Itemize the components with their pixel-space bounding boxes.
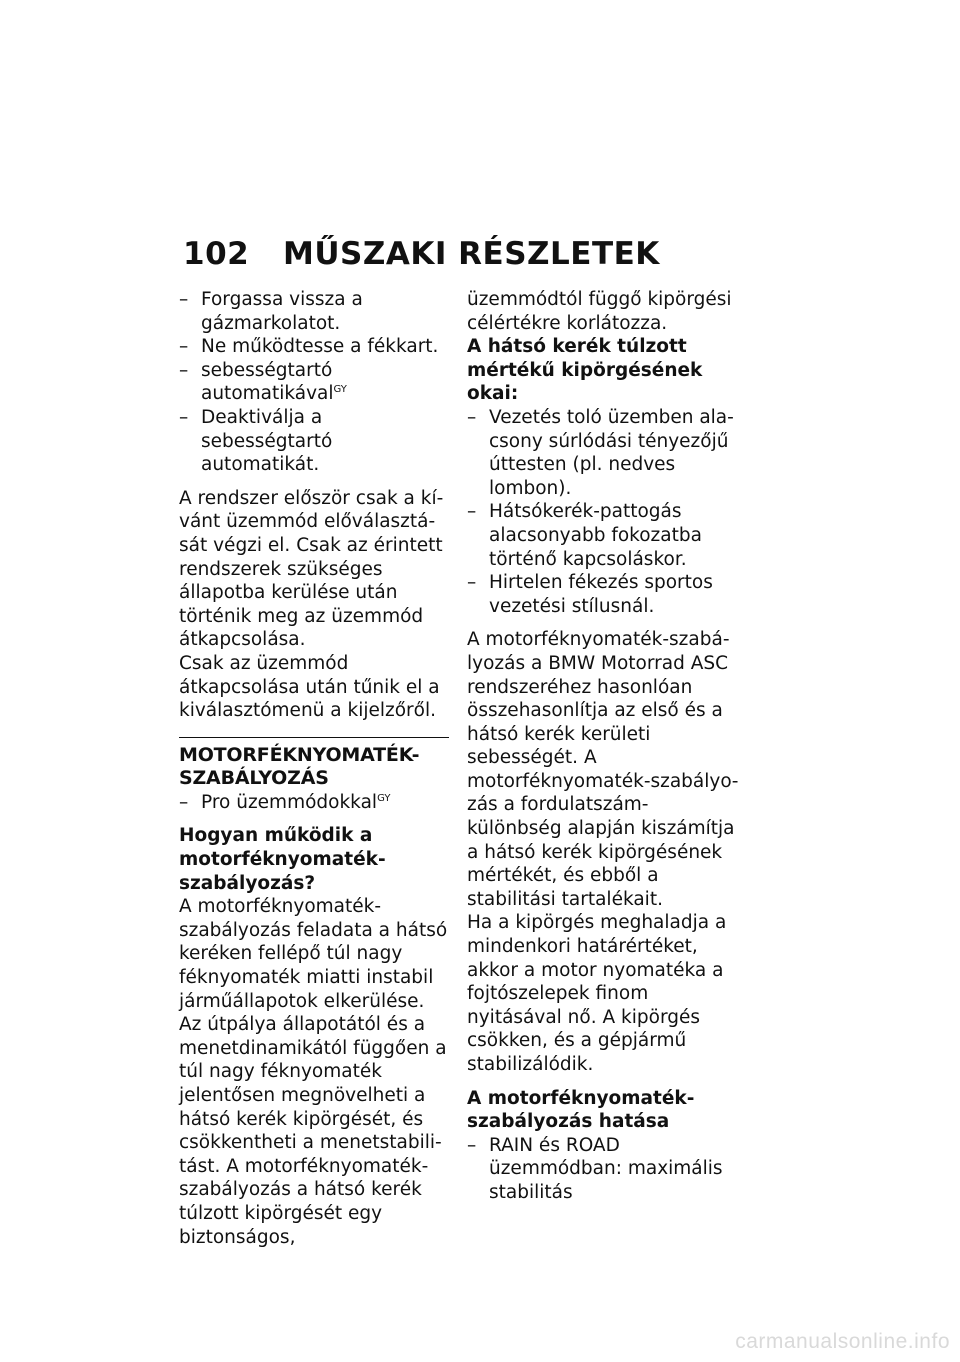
subheading: A hátsó kerék túlzott mértékű kipörgésének okai:	[467, 336, 703, 405]
paragraph: A motorféknyomaték-szabályozás feladata a hátsó keréken fellépő túl nagy féknyomaték miatti instabil járműállapotok elkerülése. Az útpálya állapotától és a menetdinamikától függően a túl nagy féknyomaték jelentősen megnövelheti a hátsó kerék kipörgését, és csökkentheti a menetstabilitást. A motorféknyomaték-szabályozás a hátsó kerék túlzott kipörgését egy biztonságos,	[179, 896, 448, 1248]
list-item	[467, 571, 739, 618]
left-column	[179, 288, 449, 1249]
paragraph: A rendszer először csak a kívánt üzemmód előválasztását végzi el. Csak az érintett rendszerek szükséges állapotba kerülése után történik meg az üzemmód átkapcsolása.	[179, 487, 444, 651]
list-item	[179, 359, 449, 406]
bullet-dash: –	[179, 289, 189, 310]
list-item	[179, 406, 449, 477]
list-item-text: sebességtartó automatikával	[201, 359, 334, 405]
bullet-dash: –	[467, 406, 477, 428]
list-item	[179, 288, 449, 335]
list-item-text: Vezetés toló üzemben alacsony súrlódási tényezőjű úttesten (pl. nedves lombon).	[489, 406, 734, 499]
list-item-text: Ne működtesse a fékkart.	[201, 336, 439, 358]
subheading: A motorféknyomaték-szabályozás hatása	[467, 1087, 695, 1133]
bullet-dash: –	[179, 336, 189, 358]
page-header	[183, 236, 743, 286]
paragraph: Csak az üzemmód átkapcsolása után tűnik el a kiválasztómenü a kijelzőről.	[179, 652, 440, 722]
paragraph: üzemmódtól függő kipörgési célértékre korlátozza.	[467, 289, 732, 334]
list-item-text: Hátsókerék-pattogás alacsonyabb fokozatba történő kapcsoláskor.	[489, 501, 702, 570]
list-item	[179, 791, 449, 815]
list-item	[467, 1134, 739, 1205]
bullet-dash: –	[179, 359, 189, 381]
bullet-dash: –	[467, 501, 477, 523]
bullet-dash: –	[467, 572, 477, 594]
watermark: carmanualsonline.info	[735, 1330, 950, 1353]
section-heading: MOTORFÉKNYOMATÉK-SZABÁLYOZÁS	[179, 737, 449, 791]
list-item	[467, 406, 739, 500]
list-item-text: Pro üzemmódokkal	[201, 791, 378, 813]
list-item-text: RAIN és ROAD üzemmódban: maximális stabilitás	[489, 1134, 723, 1203]
list-item	[179, 335, 449, 359]
list-item-text: Deaktiválja a sebességtartó automatikát.	[201, 406, 333, 476]
list-item-text: Hirtelen fékezés sportos vezetési stílusnál.	[489, 572, 713, 617]
bullet-dash: –	[467, 1134, 477, 1156]
country-superscript: GY	[333, 384, 347, 396]
bullet-dash: –	[179, 406, 189, 428]
bullet-dash: –	[179, 791, 189, 813]
page-title: MŰSZAKI RÉSZLETEK	[283, 236, 660, 272]
list-item	[467, 500, 739, 571]
page-number: 102	[183, 236, 250, 272]
paragraph: Ha a kipörgés meghaladja a mindenkori határértéket, akkor a motor nyomatéka a fojtószelepek finom nyitásával nő. A kipörgés csökken, és a gépjármű stabilizálódik.	[467, 912, 727, 1075]
paragraph: A motorféknyomaték-szabályozás a BMW Motorrad ASC rendszeréhez hasonlóan összehasonlítja az első és a hátsó kerék kerületi sebességét. A motorféknyomaték-szabályozás a fordulatszám-különbség alapján kiszámítja a hátsó kerék kipörgésének mértékét, és ebből a stabilitási tartalékait.	[467, 629, 739, 910]
country-superscript: GY	[377, 792, 391, 804]
subheading: Hogyan működik a motorféknyomaték-szabályozás?	[179, 825, 386, 894]
list-item-text: Forgassa vissza a gázmarkolatot.	[201, 289, 363, 334]
right-column	[467, 288, 739, 1205]
